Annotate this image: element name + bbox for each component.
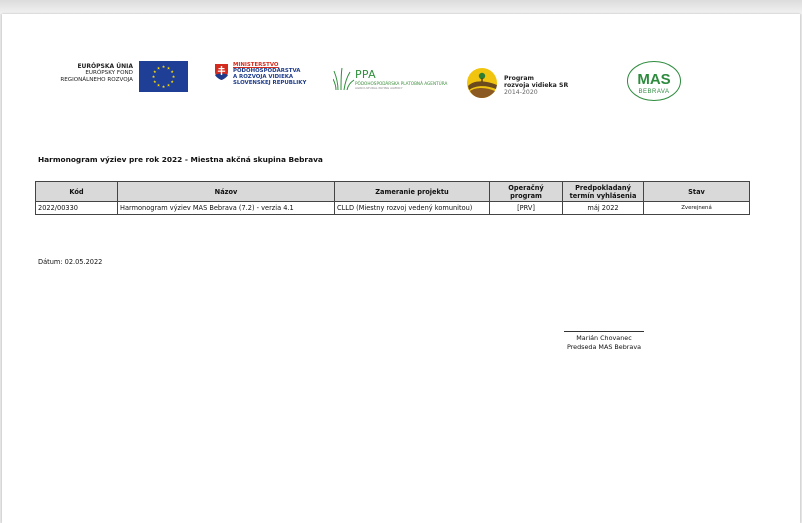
col-header-termin: Predpokladaný termín vyhlásenia: [563, 182, 644, 202]
ppa-tagline: AGRICULTURAL PAYING AGENCY: [355, 86, 403, 90]
prv-logo-text: [504, 76, 568, 96]
eu-logo-text: [45, 64, 133, 83]
svg-text:★: ★: [161, 84, 166, 89]
table-row: [36, 202, 750, 215]
signature-line: [564, 331, 644, 332]
mas-logo-bottom: BEBRAVA: [638, 89, 670, 95]
ministry-line2: PÔDOHOSPODÁRSTVA: [233, 68, 301, 75]
svg-text:★: ★: [166, 82, 171, 88]
signature-role: Predseda MAS Bebrava: [566, 343, 642, 351]
eu-flag-icon: [139, 61, 188, 92]
svg-text:★: ★: [170, 69, 174, 74]
col-header-kod: Kód: [36, 182, 118, 202]
slovak-coat-of-arms-icon: [214, 63, 229, 85]
ppa-title: PPA: [355, 68, 376, 81]
svg-text:★: ★: [161, 64, 166, 69]
signature-block: [564, 334, 644, 352]
ministry-line1: MINISTERSTVO: [233, 62, 279, 68]
cell-program: [PRV]: [490, 202, 563, 215]
prv-years: 2014-2020: [504, 88, 538, 96]
prv-line1: Program: [504, 75, 534, 82]
col-header-stav: Stav: [644, 182, 750, 202]
col-header-program: Operačný program: [490, 182, 563, 202]
table-header-row: [36, 182, 750, 202]
ppa-subtitle: PÔDOHOSPODÁRSKA PLATOBNÁ AGENTÚRA: [355, 81, 448, 86]
cell-kod: 2022/00330: [36, 202, 118, 215]
svg-text:★: ★: [156, 82, 161, 88]
cell-nazov: Harmonogram výziev MAS Bebrava (7.2) - verzia 4.1: [118, 202, 335, 215]
ministry-logo-text: [233, 62, 306, 86]
ministry-line4: SLOVENSKEJ REPUBLIKY: [233, 80, 307, 87]
eu-line2: EURÓPSKY FOND: [85, 70, 133, 77]
signature-name: Marián Chovanec: [576, 334, 632, 342]
mas-logo-top: MAS: [637, 71, 671, 88]
ppa-grass-icon: [333, 66, 355, 96]
svg-text:★: ★: [151, 74, 156, 79]
col-header-nazov: Názov: [118, 182, 335, 202]
mas-bebrava-logo: [626, 60, 682, 106]
col-header-zameranie: Zameranie projektu: [335, 182, 490, 202]
document-title: Harmonogram výziev pre rok 2022 - Miestna akčná skupina Bebrava: [38, 155, 323, 164]
svg-text:★: ★: [166, 65, 171, 71]
cell-zameranie: CLLD (Miestny rozvoj vedený komunitou): [335, 202, 490, 215]
prv-line2: rozvoja vidieka SR: [504, 81, 569, 89]
svg-text:★: ★: [171, 74, 176, 79]
prv-emblem-icon: [466, 67, 499, 103]
svg-text:★: ★: [170, 79, 174, 84]
cell-termin: máj 2022: [563, 202, 644, 215]
svg-text:★: ★: [153, 69, 157, 74]
eu-line1: EURÓPSKA ÚNIA: [77, 63, 133, 70]
calls-table: [35, 181, 750, 215]
viewer-top-bar: [0, 0, 802, 14]
ministry-line3: A ROZVOJA VIDIEKA: [233, 74, 294, 81]
ppa-logo-text: [355, 68, 447, 91]
svg-text:★: ★: [156, 65, 161, 71]
document-date: Dátum: 02.05.2022: [38, 258, 103, 266]
eu-line3: REGIONÁLNEHO ROZVOJA: [60, 76, 133, 83]
svg-text:★: ★: [153, 79, 157, 84]
cell-stav: Zverejnená: [644, 202, 750, 215]
